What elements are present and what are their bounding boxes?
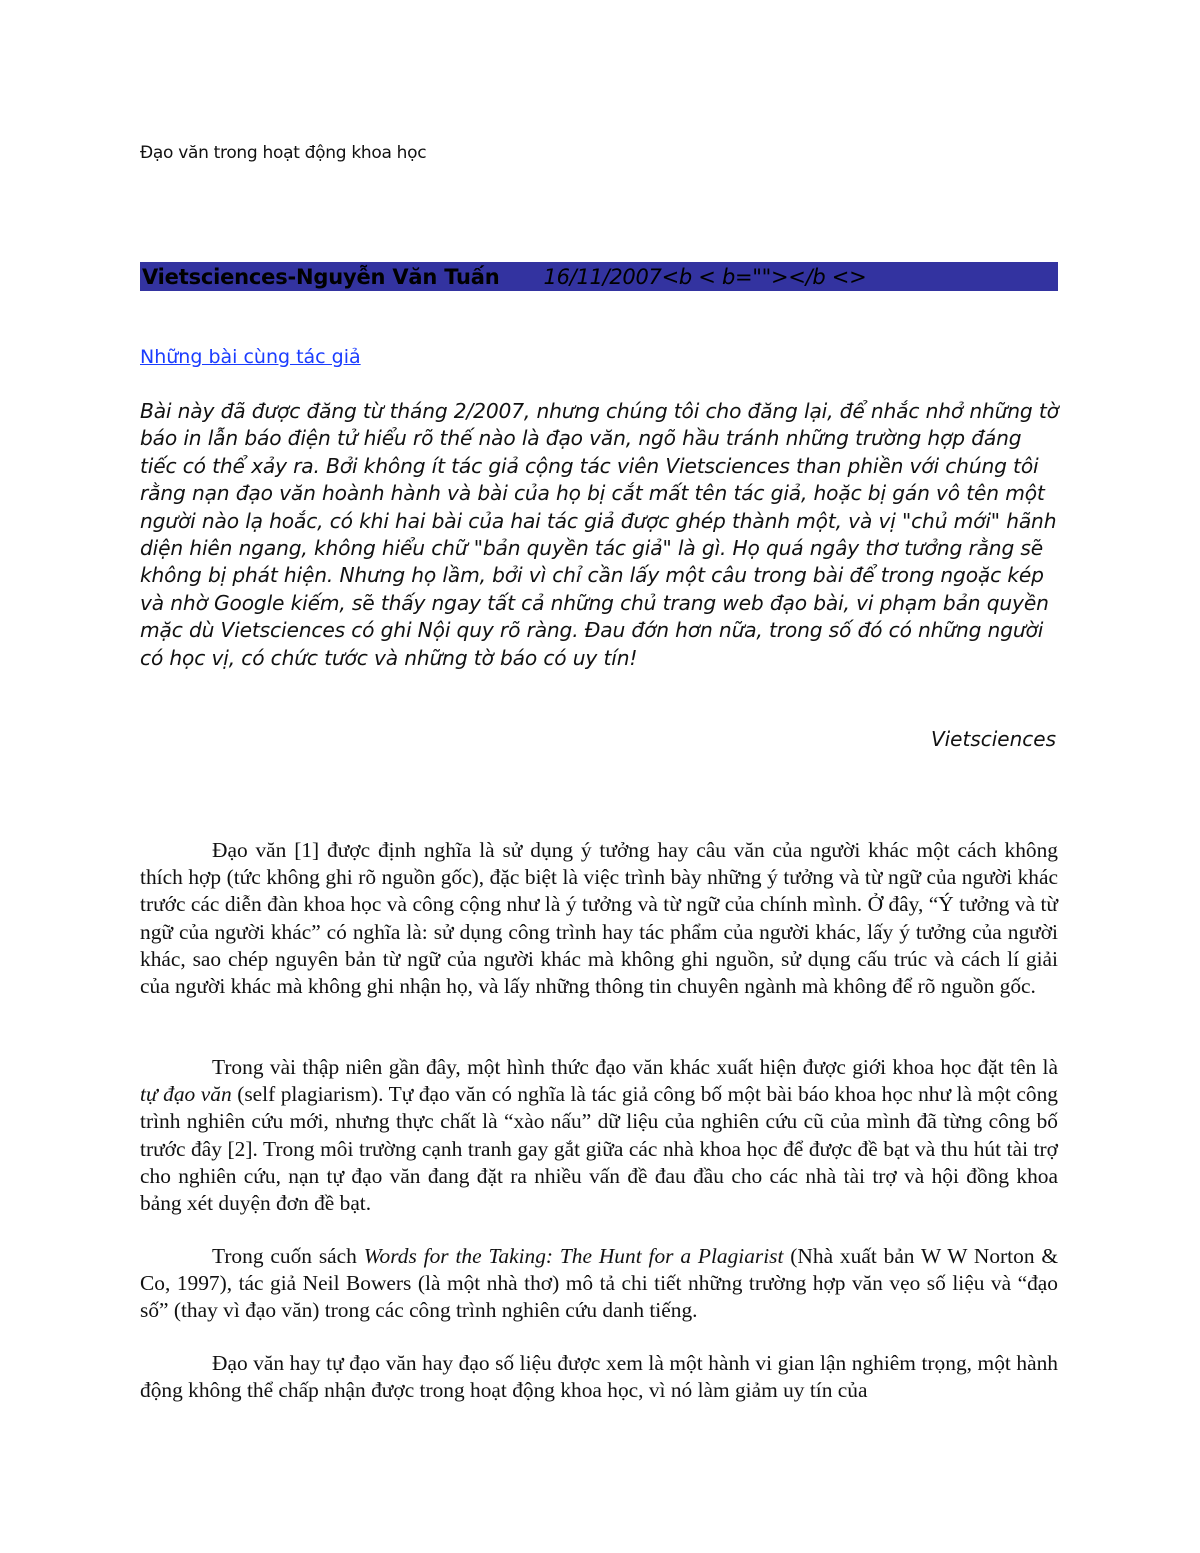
body-paragraph <box>140 837 1058 1000</box>
emphasis-term: tự đạo văn <box>140 1082 232 1107</box>
paragraph-text: Trong vài thập niên gần đây, một hình thức đạo văn khác xuất hiện được giới khoa học đặt tên là <box>212 1055 1058 1079</box>
paragraph-text: (self plagiarism). Tự đạo văn có nghĩa là tác giả công bố một bài báo khoa học như là một công trình nghiên cứu mới, nhưng thực chất là “xào nấu” dữ liệu của nghiên cứu cũ của mình đã từng công bố trước đây [2]. Trong môi trường cạnh tranh gay gắt giữa các nhà khoa học để được đề bạt và thu hút tài trợ cho nghiên cứu, nạn tự đạo văn đang đặt ra nhiều vấn đề đau đầu cho các nhà tài trợ và hội đồng khoa bảng xét duyện đơn đề bạt. <box>140 1082 1058 1216</box>
paragraph-text: Đạo văn hay tự đạo văn hay đạo số liệu được xem là một hành vi gian lận nghiêm trọng, một hành động không thể chấp nhận được trong hoạt động khoa học, vì nó làm giảm uy tín của <box>140 1351 1058 1403</box>
intro-signature: Vietsciences <box>930 727 1056 751</box>
paragraph-text: Đạo văn [1] được định nghĩa là sử dụng ý tưởng hay câu văn của người khác một cách không thích hợp (tức không ghi rõ nguồn gốc), đặc biệt là việc trình bày những ý tưởng và từ ngữ của người khác trước các diễn đàn khoa học và công cộng như là ý tưởng và từ ngữ của chính mình. Ở đây, “Ý tưởng và từ ngữ của người khác” có nghĩa là: sử dụng công trình hay tác phẩm của người khác, lấy ý tưởng của người khác, sao chép nguyên bản từ ngữ của người khác mà không ghi nguồn, sử dụng cấu trúc và cách lí giải của người khác mà không ghi nhận họ, và lấy những thông tin chuyên ngành mà không để rõ nguồn gốc. <box>140 838 1058 999</box>
site-author-heading: Vietsciences-Nguyễn Văn Tuấn <box>142 264 500 289</box>
body-paragraph <box>140 1350 1058 1404</box>
book-title: Words for the Taking: The Hunt for a Plagiarist <box>363 1244 784 1268</box>
publish-date: 16/11/2007<b < b=""></b <> <box>543 264 867 289</box>
same-author-articles-link[interactable]: Những bài cùng tác giả <box>140 346 361 368</box>
body-paragraph <box>140 1243 1058 1325</box>
editor-intro-note: Bài này đã được đăng từ tháng 2/2007, nhưng chúng tôi cho đăng lại, để nhắc nhở những tờ báo in lẫn báo điện tử hiểu rõ thế nào là đạo văn, ngõ hầu tránh những trường hợp đáng tiếc có thể xảy ra. Bởi không ít tác giả cộng tác viên Vietsciences than phiền với chúng tôi rằng nạn đạo văn hoành hành và bài của họ bị cắt mất tên tác giả, hoặc bị gán vô tên một người nào lạ hoắc, có khi hai bài của hai tác giả được ghép thành một, và vị "chủ mới" hãnh diện hiên ngang, không hiểu chữ "bản quyền tác giả" là gì. Họ quá ngây thơ tưởng rằng sẽ không bị phát hiện. Nhưng họ lầm, bởi vì chỉ cần lấy một câu trong bài để trong ngoặc kép và nhờ Google kiếm, sẽ thấy ngay tất cả những chủ trang web đạo bài, vi phạm bản quyền mặc dù Vietsciences có ghi Nội quy rõ ràng. Đau đớn hơn nữa, trong số đó có những người có học vị, có chức tước và những tờ báo có uy tín! <box>140 399 1059 670</box>
body-paragraph <box>140 1054 1058 1217</box>
paragraph-text: Trong cuốn sách <box>212 1244 364 1268</box>
page-title: Đạo văn trong hoạt động khoa học <box>140 143 427 163</box>
article-header-bar <box>140 262 1058 291</box>
paragraph-text: (Nhà xuất bản W W Norton & Co, 1997), tác giả Neil Bowers (là một nhà thơ) mô tả chi tiết những trường hợp văn vẹo số liệu và “đạo số” (thay vì đạo văn) trong các công trình nghiên cứu danh tiếng. <box>140 1244 1059 1323</box>
